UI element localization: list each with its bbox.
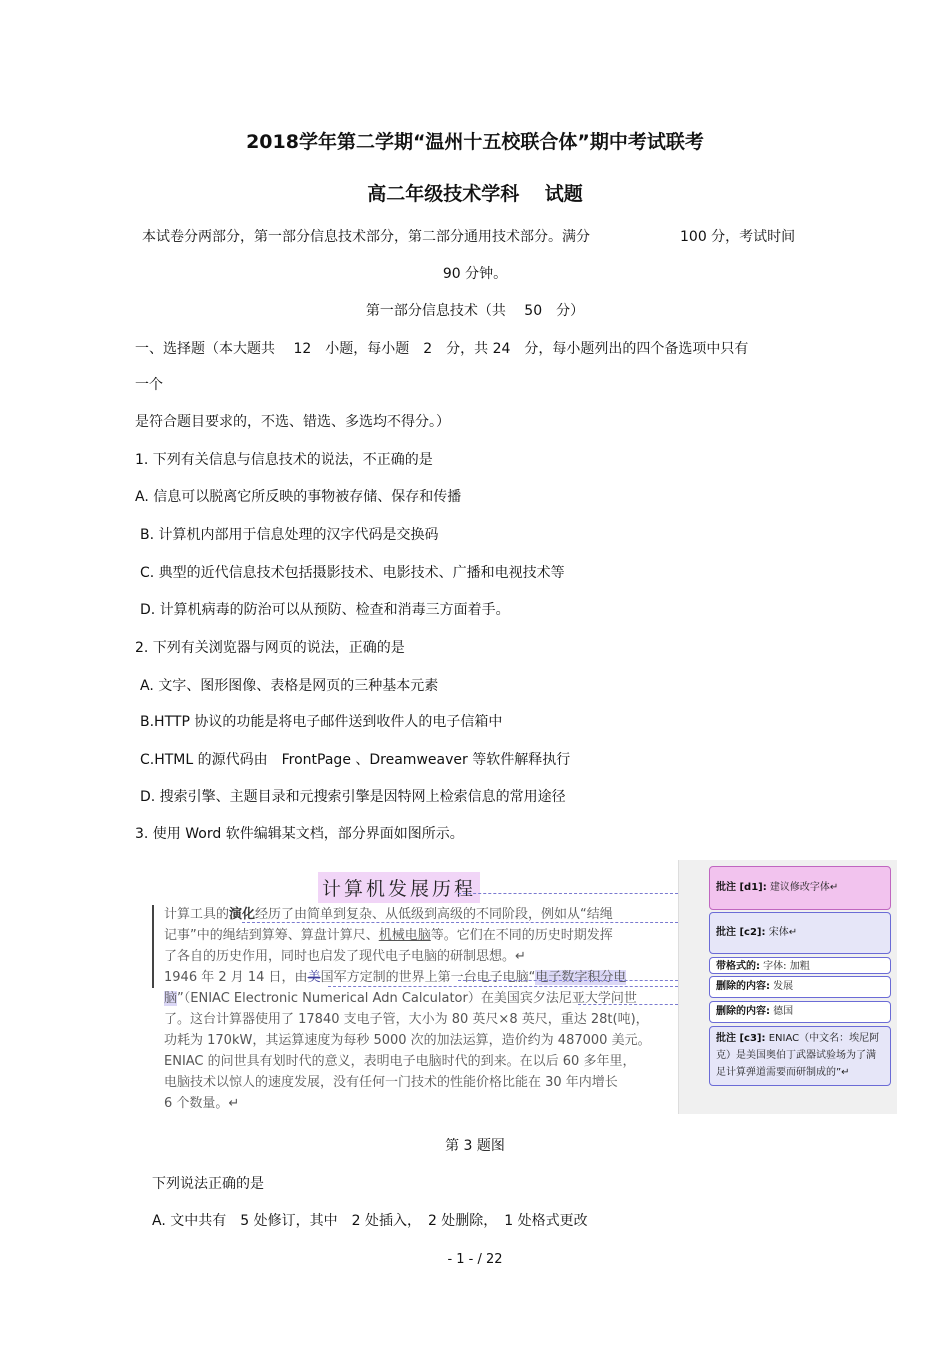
comment-connector	[328, 986, 678, 987]
comment-line	[716, 1030, 884, 1047]
comment-connector	[242, 922, 678, 923]
page-number: - 1 - / 22	[447, 1252, 503, 1267]
doc-text: 等。它们在不同的历史时期发挥	[430, 928, 613, 943]
doc-text: 计算工具的	[164, 907, 230, 922]
comment-label: 删除的内容:	[716, 1006, 770, 1017]
doc-text-bold: 演化	[229, 907, 256, 922]
comment-connector	[458, 980, 678, 981]
q2-option-d: D. 搜索引擎、主题目录和元搜索引擎是因特网上检索信息的常用途径	[140, 789, 566, 805]
q2-option-b: B.HTTP 协议的功能是将电子邮件送到收件人的电子信箱中	[140, 714, 503, 730]
q3-stem: 3. 使用 Word 软件编辑某文档，部分界面如图所示。	[135, 826, 464, 842]
doc-text: 1946 年 2 月 14 日，由	[164, 970, 308, 985]
deletion-balloon-2	[709, 1001, 891, 1023]
exam-subtitle: 高二年级技术学科 试题	[367, 183, 583, 205]
intro-line1a: 本试卷分两部分，第一部分信息技术部分，第二部分通用技术部分。满分	[142, 229, 590, 245]
doc-line: 6 个数量。↵	[164, 1096, 240, 1111]
q3-caption: 第 3 题图	[445, 1138, 505, 1154]
doc-text: 经历了由简单到复杂、从低级到高级的不同阶段，例如从“结绳	[255, 907, 613, 922]
comment-text: 德国	[770, 1006, 794, 1017]
section1-line3: 是符合题目要求的，不选、错选、多选均不得分。）	[135, 414, 450, 430]
doc-line: 电脑技术以惊人的速度发展，没有任何一门技术的性能价格比能在 30 年内增长	[164, 1075, 618, 1090]
intro-line2: 90 分钟。	[442, 266, 508, 282]
doc-text: 记事”中的绳结到算筹、算盘计算尺、	[164, 928, 379, 943]
comment-line: 足计算弹道需要而研制成的”↵	[716, 1067, 850, 1078]
comment-connector	[458, 893, 678, 894]
comment-label: 带格式的:	[716, 961, 760, 972]
doc-line: 了。这台计算器使用了 17840 支电子管，大小为 80 英尺×8 英尺，重达 28t(吨)，	[164, 1012, 649, 1027]
comment-line: 克）是美国奥伯丁武器试验场为了满	[716, 1050, 876, 1061]
q1-option-b: B. 计算机内部用于信息处理的汉字代码是交换码	[140, 527, 439, 543]
section1-line1: 一、选择题（本大题共 12 小题，每小题 2 分，共 24 分，每小题列出的四个备选项中只有	[135, 341, 749, 357]
format-change-balloon	[709, 957, 891, 974]
q2-option-c: C.HTML 的源代码由 FrontPage 、Dreamweaver 等软件解释执行	[140, 752, 571, 768]
section1-line2: 一个	[135, 377, 163, 393]
comment-text: 字体: 加粗	[760, 961, 810, 972]
comment-d1	[709, 866, 891, 910]
doc-text-underlined: 机械电脑	[378, 928, 431, 943]
comment-text: 建议修改字体↵	[766, 882, 839, 893]
q1-stem: 1. 下列有关信息与信息技术的说法，不正确的是	[135, 452, 433, 468]
revision-bar	[152, 905, 154, 967]
doc-title: 计算机发展历程	[318, 872, 480, 903]
comment-connector	[578, 1004, 678, 1005]
doc-line	[164, 925, 613, 947]
revision-bar	[152, 966, 154, 988]
doc-text-commented: 电子数字积分电	[535, 970, 627, 985]
q1-option-a: A. 信息可以脱离它所反映的事物被存储、保存和传播	[135, 489, 462, 505]
comment-c3	[709, 1026, 891, 1086]
doc-line	[164, 988, 637, 1010]
doc-line: ENIAC 的问世具有划时代的意义，表明电子电脑时代的到来。在以后 60 多年里，	[164, 1054, 636, 1069]
doc-text: 国军方定制的世界上第一台电子电脑“	[320, 970, 536, 985]
comment-text: 宋体↵	[765, 927, 798, 938]
q2-stem: 2. 下列有关浏览器与网页的说法，正确的是	[135, 640, 405, 656]
comment-c2	[709, 912, 891, 954]
comment-text: ENIAC（中文名：埃尼阿	[765, 1033, 880, 1044]
doc-line: 了各自的历史作用，同时也启发了现代电子电脑的研制思想。↵	[164, 949, 526, 964]
comment-pane	[678, 860, 897, 1114]
q1-option-c: C. 典型的近代信息技术包括摄影技术、电影技术、广播和电视技术等	[140, 565, 565, 581]
word-document-area	[158, 858, 678, 1116]
comment-label: 删除的内容:	[716, 981, 770, 992]
comment-label: 批注 [c3]:	[716, 1033, 766, 1044]
comment-label: 批注 [c2]:	[716, 927, 766, 938]
doc-text-deleted: 美	[307, 970, 321, 985]
q3-option-a: A. 文中共有 5 处修订，其中 2 处插入， 2 处删除， 1 处格式更改	[152, 1213, 588, 1229]
q3-prompt: 下列说法正确的是	[152, 1176, 264, 1192]
q2-option-a: A. 文字、图形图像、表格是网页的三种基本元素	[140, 678, 439, 694]
comment-label: 批注 [d1]:	[716, 882, 767, 893]
doc-text: ”（ENIAC Electronic Numerical Adn Calculator）在美国宾夕法尼亚大学问世	[177, 991, 637, 1006]
doc-text-commented: 脑	[164, 991, 178, 1006]
comment-text: 发展	[770, 981, 794, 992]
deletion-balloon-1	[709, 976, 891, 998]
doc-line: 功耗为 170kW，其运算速度为每秒 5000 次的加法运算，造价约为 487000 美元。	[164, 1033, 651, 1048]
q3-figure	[158, 858, 898, 1116]
q1-option-d: D. 计算机病毒的防治可以从预防、检查和消毒三方面着手。	[140, 602, 510, 618]
exam-title: 2018学年第二学期“温州十五校联合体”期中考试联考	[246, 131, 704, 153]
part1-heading: 第一部分信息技术（共 50 分）	[365, 303, 585, 319]
intro-line1b: 100 分，考试时间	[680, 229, 796, 245]
